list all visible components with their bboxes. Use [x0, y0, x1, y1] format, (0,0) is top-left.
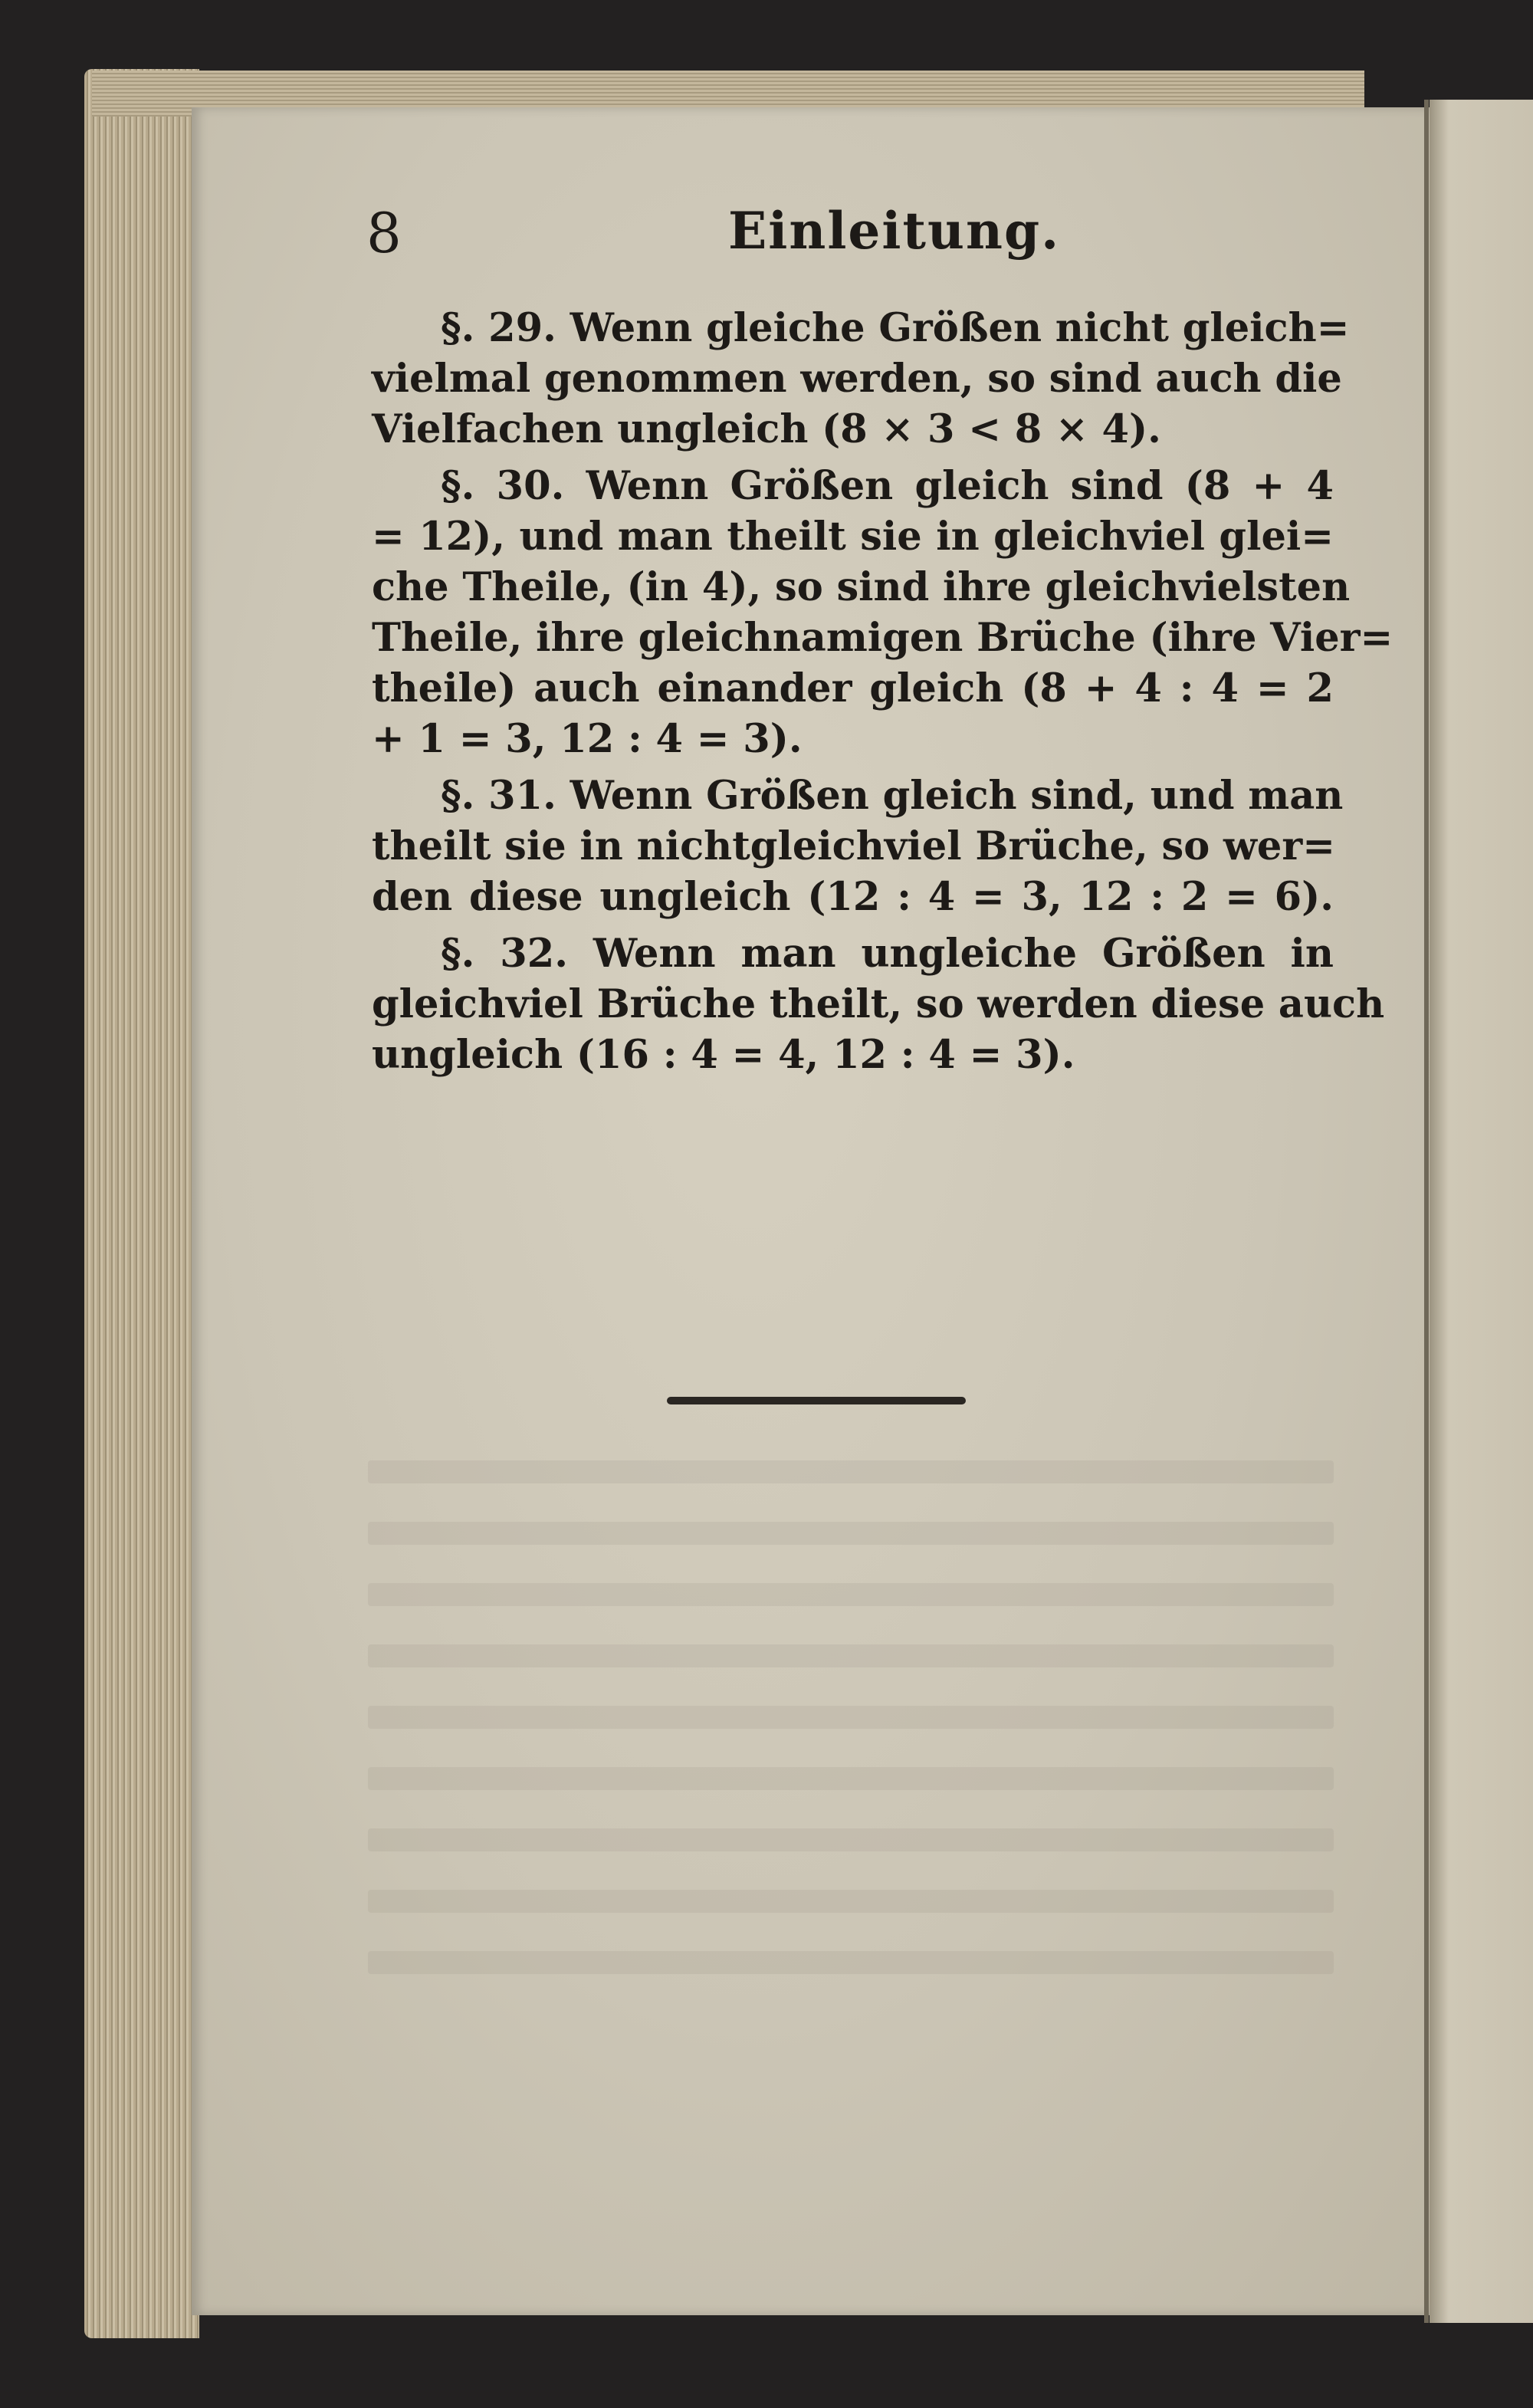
page-number: 8 [366, 201, 402, 265]
facing-page [1430, 100, 1533, 2323]
bleed-through-line [368, 1828, 1334, 1851]
body-text [372, 303, 1393, 1080]
bleed-through-line [368, 1706, 1334, 1729]
section-end-rule [667, 1397, 966, 1404]
text-line: gleichviel Brüche theilt, so werden diese auch [372, 981, 1385, 1027]
paragraph-30 [372, 461, 1393, 764]
text-line: + 1 = 3, 12 : 4 = 3). [372, 716, 803, 762]
bleed-through-line [368, 1583, 1334, 1606]
paragraph-29 [372, 303, 1350, 455]
text-line: vielmal genommen werden, so sind auch die [372, 356, 1342, 402]
text-line: theilt sie in nichtgleichviel Brüche, so wer= [372, 823, 1335, 869]
text-line: che Theile, (in 4), so sind ihre gleichvielsten [372, 564, 1351, 610]
book-page-edges [84, 69, 199, 2338]
bleed-through-line [368, 1767, 1334, 1790]
bleed-through-line [368, 1522, 1334, 1545]
text-line: §. 31. Wenn Größen gleich sind, und man [441, 773, 1344, 819]
text-line: Vielfachen ungleich (8 × 3 < 8 × 4). [372, 406, 1161, 452]
bleed-through-line [368, 1951, 1334, 1974]
text-line: §. 29. Wenn gleiche Größen nicht gleich= [441, 305, 1350, 351]
paragraph-31 [372, 770, 1344, 922]
bleed-through-line [368, 1890, 1334, 1913]
text-line: = 12), und man theilt sie in gleichviel glei= [372, 514, 1334, 560]
text-line: §. 32. Wenn man ungleiche Größen in [441, 931, 1334, 977]
text-line: den diese ungleich (12 : 4 = 3, 12 : 2 = 6). [372, 874, 1334, 920]
text-line: §. 30. Wenn Größen gleich sind (8 + 4 [441, 463, 1334, 509]
text-line: Theile, ihre gleichnamigen Brüche (ihre Vier= [372, 615, 1393, 661]
text-line: ungleich (16 : 4 = 4, 12 : 4 = 3). [372, 1032, 1075, 1078]
paragraph-32 [372, 928, 1385, 1080]
text-line: theile) auch einander gleich (8 + 4 : 4 = 2 [372, 665, 1334, 711]
bleed-through-line [368, 1460, 1334, 1483]
book-gutter [1424, 100, 1429, 2323]
running-head: Einleitung. [728, 201, 1061, 261]
bleed-through-line [368, 1644, 1334, 1667]
